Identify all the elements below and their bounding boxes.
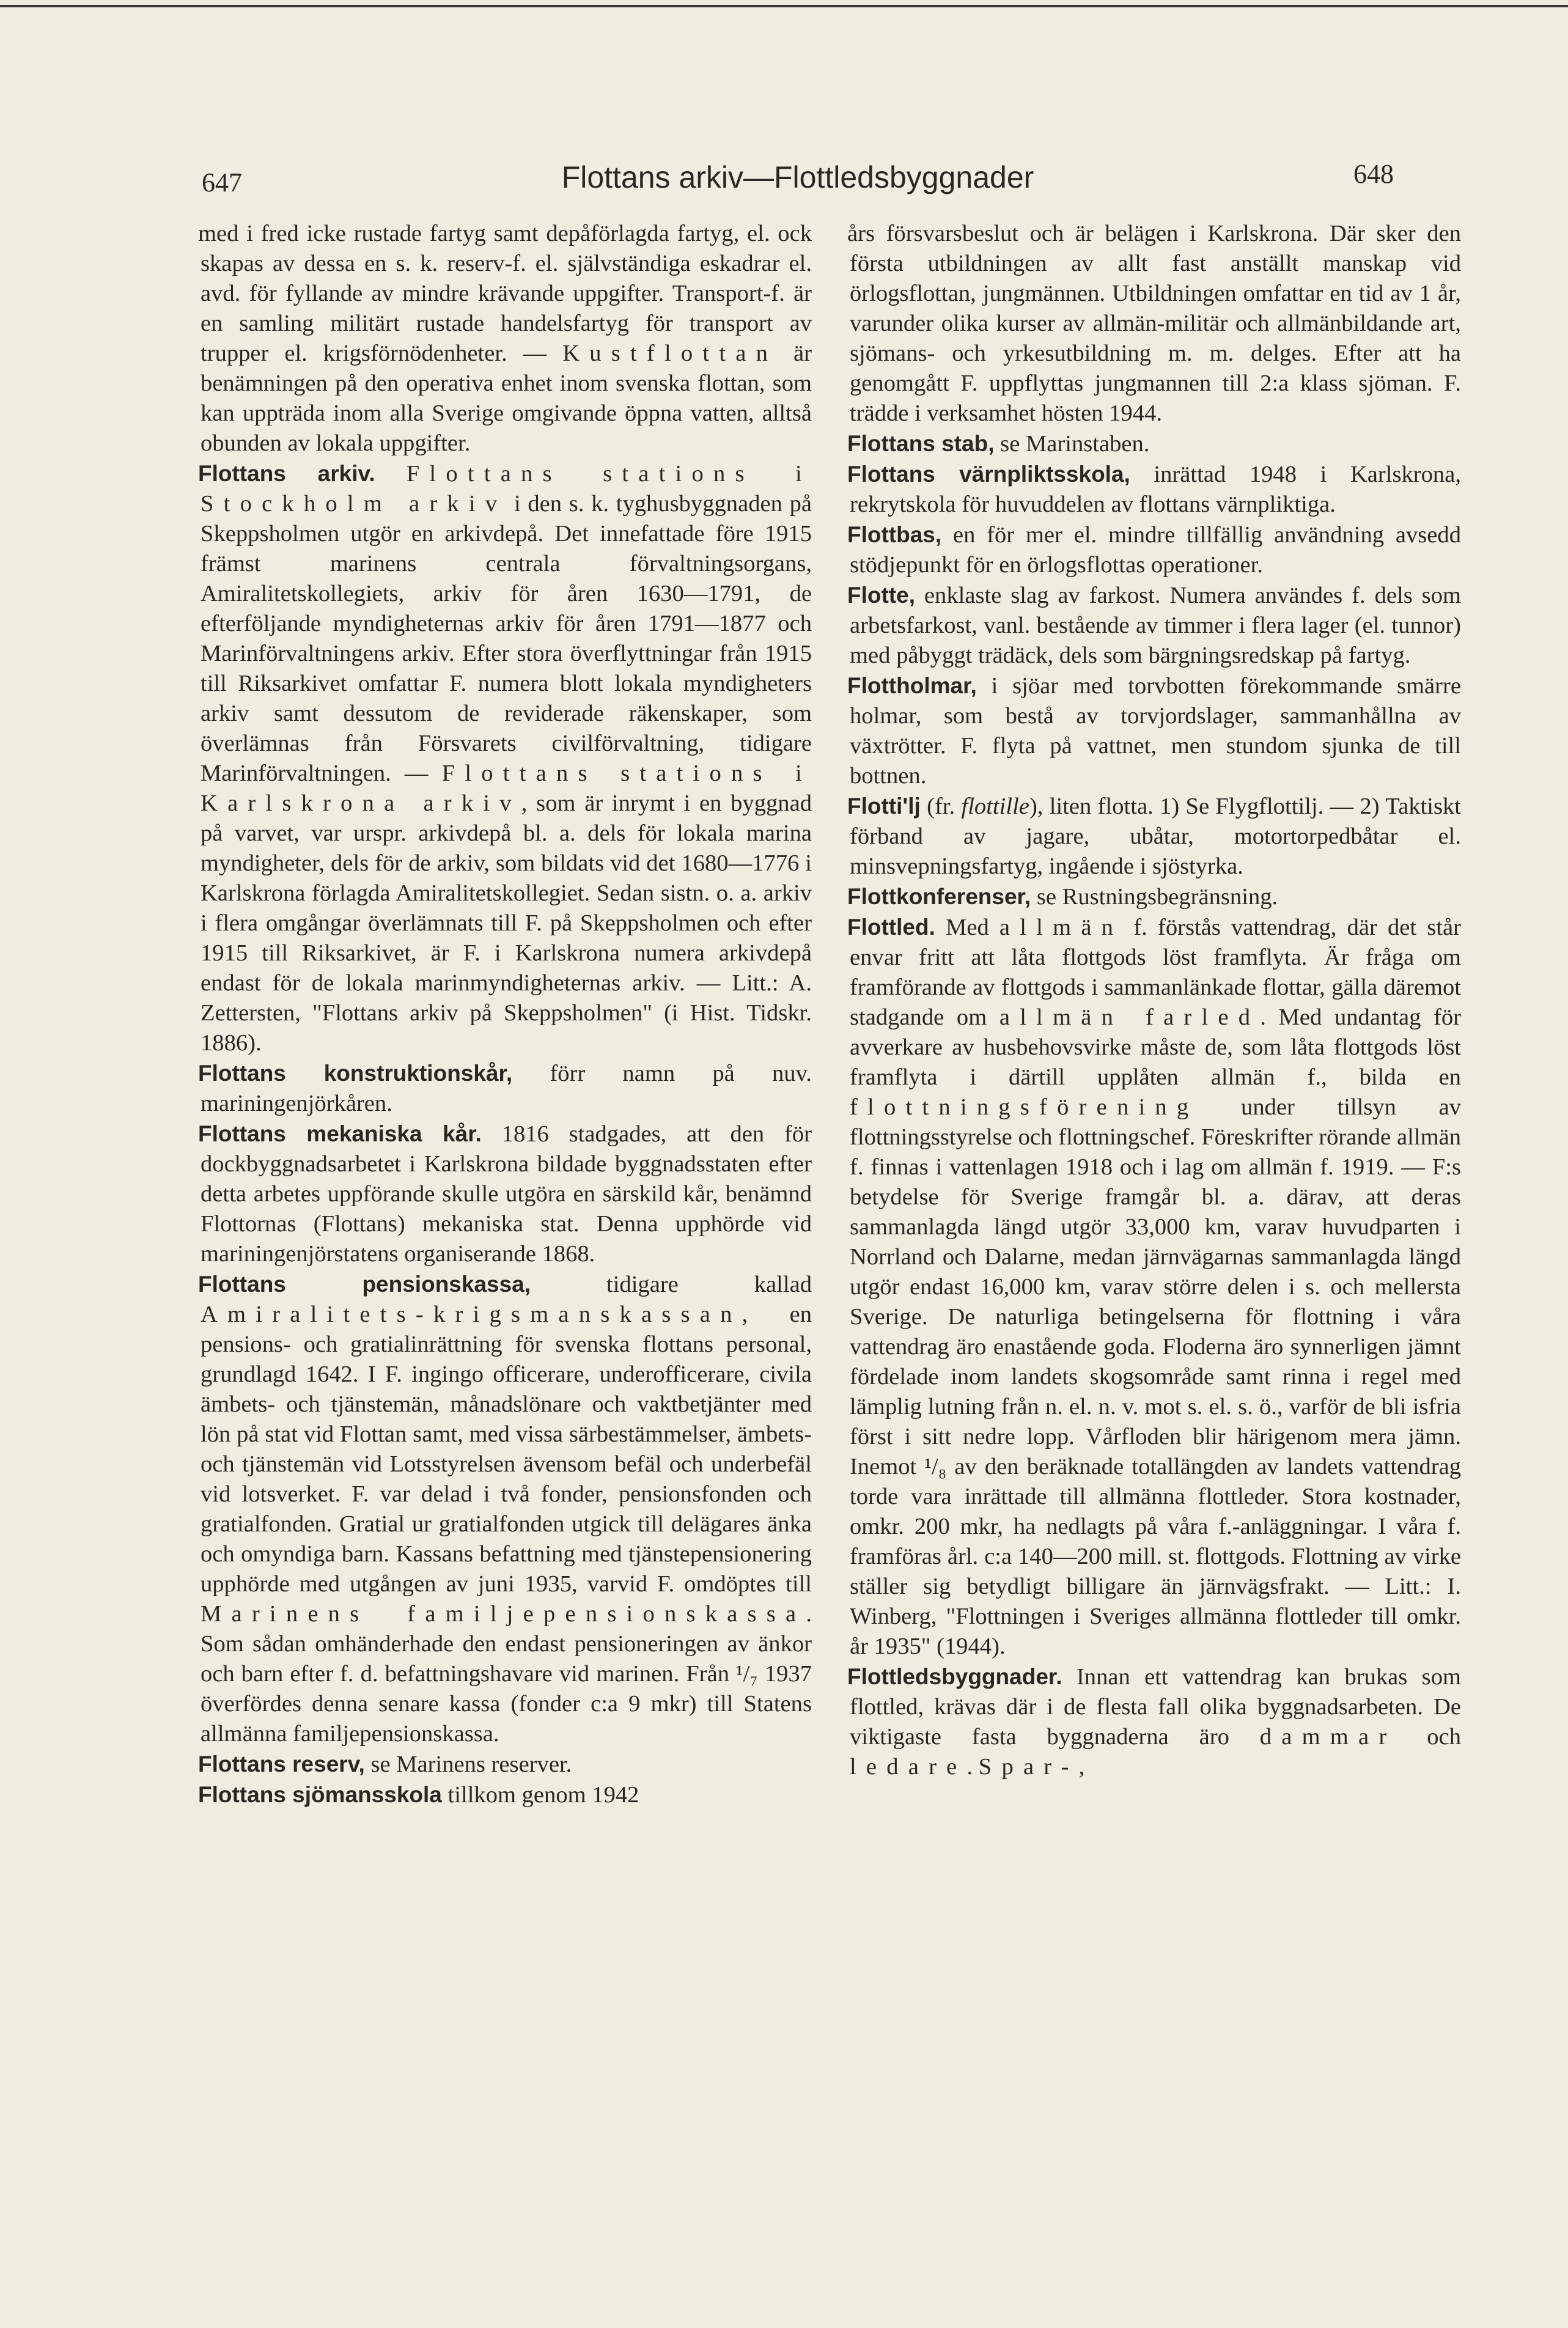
entry-flottans-arkiv: Flottans arkiv. Flottans stations i Stockholm arkiv i den s. k. tyghusbyggnaden på Skeppsholmen utgör en arkivdepå. Det innefattade före 1915 främst marinens centrala förvaltningsorgans, Amiralitetskollegiets, arkiv för åren 1630—1791, de efterföljande myndigheternas arkiv för åren 1791—1877 och Marinförvaltningens arkiv. Efter stora överflyttningar från 1915 till Riksarkivet omfattar F. numera blott lokala myndigheters arkiv samt dessutom de reviderade räkenskaper, som överlämnas från Försvarets civilförvaltning, tidigare Marinförvaltningen. — Flottans stations i Karlskrona arkiv, som är inrymt i en byggnad på varvet, var urspr. arkivdepå bl. a. dels för lokala marina myndigheter, dels för de arkiv, som bildats vid det 1680—1776 i Karlskrona förlagda Amiralitetskollegiet. Sedan sistn. o. a. arkiv i flera omgångar överlämnats till F. på Skeppsholmen och efter 1915 till Riksarkivet, är F. i Karlskrona numera arkivdepå endast för de lokala marinmyndigheternas arkiv. — Litt.: A. Zettersten, "Flottans arkiv på Skeppsholmen" (i Hist. Tidskr. 1886). <box>198 461 812 1056</box>
headword: Flottans arkiv. <box>198 461 375 486</box>
left-column <box>198 219 812 1810</box>
running-head: Flottans arkiv—Flottledsbyggnader <box>561 160 1034 194</box>
headword: Flottbas, <box>847 522 942 547</box>
entry-flottans-varnpliktsskola: Flottans värnpliktsskola, inrättad 1948 i Karlskrona, rekrytskola för huvuddelen av flottans värnpliktiga. <box>847 462 1461 517</box>
entry-flottans-sjomansskola: Flottans sjömansskola tillkom genom 1942 <box>198 1782 639 1808</box>
entry-flottholmar: Flottholmar, i sjöar med torvbotten förekommande smärre holmar, som bestå av torvjordslager, sammanhållna av växtrötter. F. flyta på vattnet, men stundom sjunka de till bottnen. <box>847 673 1461 789</box>
right-page-number: 648 <box>1353 159 1394 189</box>
entry-flottans-stab: Flottans stab, se Marinstaben. <box>847 431 1150 457</box>
entry-flottledsbyggnader: Flottledsbyggnader. Innan ett vattendrag kan brukas som flottled, krävas där i de flesta fall olika byggnadsarbeten. De viktigaste fasta byggnaderna äro dammar och ledare. Spar-, <box>847 1664 1461 1780</box>
page-header <box>202 156 1394 211</box>
right-column <box>847 219 1462 1782</box>
top-border-line <box>0 5 1568 7</box>
headword: Flotti'lj <box>847 794 921 819</box>
entry-flottilj: Flotti'lj (fr. flottille), liten flotta. 1) Se Flygflottilj. — 2) Taktiskt förband av jagare, ubåtar, motortorpedbåtar el. minsvepningsfartyg, ingående i sjöstyrka. <box>847 794 1461 879</box>
entry-flottled: Flottled. Med allmän f. förstås vattendrag, där det står envar fritt att låta flottgods löst framflyta. Är fråga om framförande av flottgods i sammanlänkade flottar, gälla däremot stadgande om allmän farled. Med undantag för avverkare av husbehovsvirke måste de, som låta flottgods löst framflyta i därtill upplåten allmän f., bilda en flottningsförening under tillsyn av flottningsstyrelse och flottningschef. Föreskrifter rörande allmän f. finnas i vattenlagen 1918 och i lag om allmän f. 1919. — F:s betydelse för Sverige framgår bl. a. därav, att deras sammanlagda längd utgör 33,000 km, varav huvudparten i Norrland och Dalarne, medan järnvägarnas sammanlagda längd utgör endast 16,000 km, varav större delen i s. och mellersta Sverige. De naturliga betingelserna för flottning i våra vattendrag äro enastående goda. Floderna äro synnerligen jämnt fördelade inom landets skogsområde samt rinna i regel med lämplig lutning från n. el. n. v. mot s. el. s. ö., varför de bli isfria först i sitt nedre lopp. Vårfloden blir härigenom mera jämn. Inemot ¹/₈ av den beräknade totallängden av landets vattendrag torde vara inrättade till allmänna flottleder. Stora kostnader, omkr. 200 mkr, ha nedlagts på våra f.-anläggningar. I våra f. framföras årl. c:a 140—200 mill. st. flottgods. Flottning av virke ställer sig betydligt billigare än järnvägsfrakt. — Litt.: I. Winberg, "Flottningen i Sveriges allmänna flottleder till omkr. år 1935" (1944). <box>847 915 1462 1659</box>
headword: Flottled. <box>847 915 935 940</box>
headword: Flottkonferenser, <box>847 884 1031 909</box>
entry-flottkonferenser: Flottkonferenser, se Rustningsbegränsning. <box>847 884 1278 910</box>
headword: Flottans sjömansskola <box>198 1782 442 1807</box>
entry-flottans-pensionskassa: Flottans pensionskassa, tidigare kallad Amiralitets-krigsmanskassan, en pensions- och gratialinrättning för svenska flottans personal, grundlagd 1642. I F. ingingo officerare, underofficerare, civila ämbets- och tjänstemän, månadslönare och vaktbetjänter med lön på stat vid Flottan samt, med vissa särbestämmelser, ämbets- och tjänstemän vid Lotsstyrelsen ävensom befäl och underbefäl vid lotsverket. F. var delad i två fonder, pensionsfonden och gratialfonden. Gratial ur gratialfonden utgick till delägares änka och omyndiga barn. Kassans befattning med tjänstepensionering upphörde med utgången av juni 1935, varvid F. omdöptes till Marinens familjepensionskassa. Som sådan omhänderhade den endast pensioneringen av änkor och barn efter f. d. befattningshavare vid marinen. Från ¹/₇ 1937 överfördes denna senare kassa (fonder c:a 9 mkr) till Statens allmänna familjepensionskassa. <box>198 1272 812 1747</box>
entry-continuation-sjomansskola: års försvarsbeslut och är belägen i Karlskrona. Där sker den första utbildningen av allt fast anställt manskap vid örlogsflottan, jungmännen. Utbildningen omfattar en tid av 1 år, varunder olika kurser av allmän-militär och allmänbildande art, sjömans- och yrkesutbildning m. m. delges. Efter att ha genomgått F. uppflyttas jungmannen till 2:a klass sjöman. F. trädde i verksamhet hösten 1944. <box>847 221 1461 426</box>
headword: Flottholmar, <box>847 673 977 698</box>
headword: Flottans pensionskassa, <box>198 1272 531 1297</box>
left-page-number: 647 <box>202 168 242 197</box>
entry-continuation-flotta: med i fred icke rustade fartyg samt depåförlagda fartyg, el. ock skapas av dessa en s. k. reserv-f. el. självständiga eskadrar el. avd. för fyllande av mindre krävande uppgifter. Transport-f. är en samling militärt rustade handelsfartyg för transport av trupper el. krigsförnödenheter. — Kustflottan är benämningen på den operativa enhet inom svenska flottan, som kan uppträda inom alla Sverige omgivande öppna vatten, alltså obunden av lokala uppgifter. <box>198 221 812 456</box>
headword: Flottans konstruktionskår, <box>198 1061 513 1086</box>
headword: Flottans mekaniska kår. <box>198 1121 482 1146</box>
headword: Flottledsbyggnader. <box>847 1664 1062 1689</box>
entry-flottans-reserv: Flottans reserv, se Marinens reserver. <box>198 1752 572 1777</box>
entry-flottans-konstruktionskar: Flottans konstruktionskår, förr namn på nuv. mariningenjörkåren. <box>198 1061 812 1116</box>
headword: Flotte, <box>847 583 915 608</box>
headword: Flottans värnpliktsskola, <box>847 462 1130 487</box>
entry-flottans-mekaniska-kar: Flottans mekaniska kår. 1816 stadgades, att den för dockbyggnadsarbetet i Karlskrona bildade byggnadsstaten efter detta arbetes uppförande skulle utgöra en särskild kår, benämnd Flottornas (Flottans) mekaniska stat. Denna upphörde vid mariningenjörstatens organiserande 1868. <box>198 1121 812 1267</box>
headword: Flottans stab, <box>847 431 995 456</box>
entry-flotte: Flotte, enklaste slag av farkost. Numera användes f. dels som arbetsfarkost, vanl. bestående av timmer i flera lager (el. tunnor) med påbyggt trädäck, dels som bärgningsredskap på fartyg. <box>847 583 1461 668</box>
entry-flottbas: Flottbas, en för mer el. mindre tillfällig användning avsedd stödjepunkt för en örlogsflottas operationer. <box>847 522 1461 578</box>
headword: Flottans reserv, <box>198 1752 365 1777</box>
